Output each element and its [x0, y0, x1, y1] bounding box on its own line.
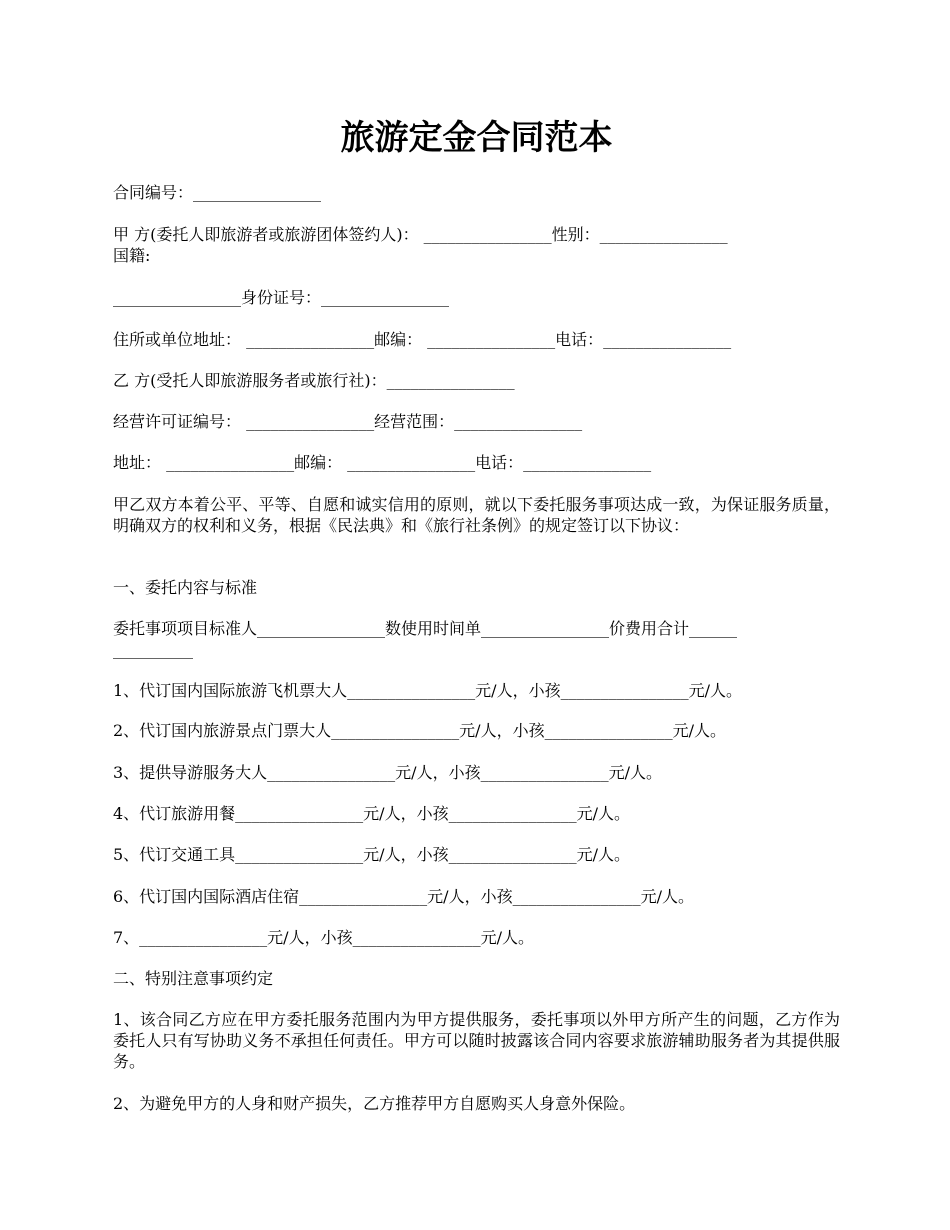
party-a-address-line: 住所或单位地址： ________________邮编： ________________电话：________________: [113, 330, 732, 349]
nationality-line: 国籍:: [113, 246, 151, 265]
list-item: 3、提供导游服务大人________________元/人，小孩________________元/人。: [113, 763, 662, 782]
list-item: 1、代订国内国际旅游飞机票大人________________元/人，小孩________________元/人。: [113, 681, 742, 700]
list-item: 4、代订旅游用餐________________元/人，小孩________________元/人。: [113, 804, 630, 823]
clause-2-paragraph: 2、为避免甲方的人身和财产损失，乙方推荐甲方自愿购买人身意外保险。: [113, 1094, 636, 1113]
table-header-continuation: __________: [113, 640, 193, 659]
table-header-line: 委托事项项目标准人________________数使用时间单________________价费用合计______: [113, 619, 738, 638]
clause-1-paragraph: 1、该合同乙方应在甲方委托服务范围内为甲方提供服务，委托事项以外甲方所产生的问题，乙方作为委托人只有写协助义务不承担任何责任。甲方可以随时披露该合同内容要求旅游辅助服务者为其提供服务。: [113, 1010, 840, 1071]
list-item: 7、________________元/人，小孩________________元/人。: [113, 928, 534, 947]
preamble-paragraph: 甲乙双方本着公平、平等、自愿和诚实信用的原则，就以下委托服务事项达成一致，为保证服务质量，明确双方的权利和义务，根据《民法典》和《旅行社条例》的规定签订以下协议：: [113, 495, 840, 535]
list-item: 5、代订交通工具________________元/人，小孩________________元/人。: [113, 845, 630, 864]
license-line: 经营许可证编号： ________________经营范围：________________: [113, 412, 583, 431]
section-1-heading: 一、委托内容与标准: [113, 578, 258, 597]
list-item: 2、代订国内旅游景点门票大人________________元/人，小孩________________元/人。: [113, 721, 726, 740]
document-title: 旅游定金合同范本: [340, 118, 613, 158]
section-2-heading: 二、特别注意事项约定: [113, 969, 274, 988]
id-number-line: ________________身份证号：________________: [113, 288, 450, 307]
party-b-address-line: 地址： ________________邮编： ________________电话：________________: [113, 453, 652, 472]
party-b-line: 乙 方(受托人即旅游服务者或旅行社)：________________: [113, 371, 515, 390]
list-item: 6、代订国内国际酒店住宿________________元/人，小孩________________元/人。: [113, 887, 694, 906]
contract-number-line: 合同编号：________________: [113, 183, 322, 202]
party-a-line: 甲 方(委托人即旅游者或旅游团体签约人)： ________________性别：________________: [113, 225, 728, 244]
